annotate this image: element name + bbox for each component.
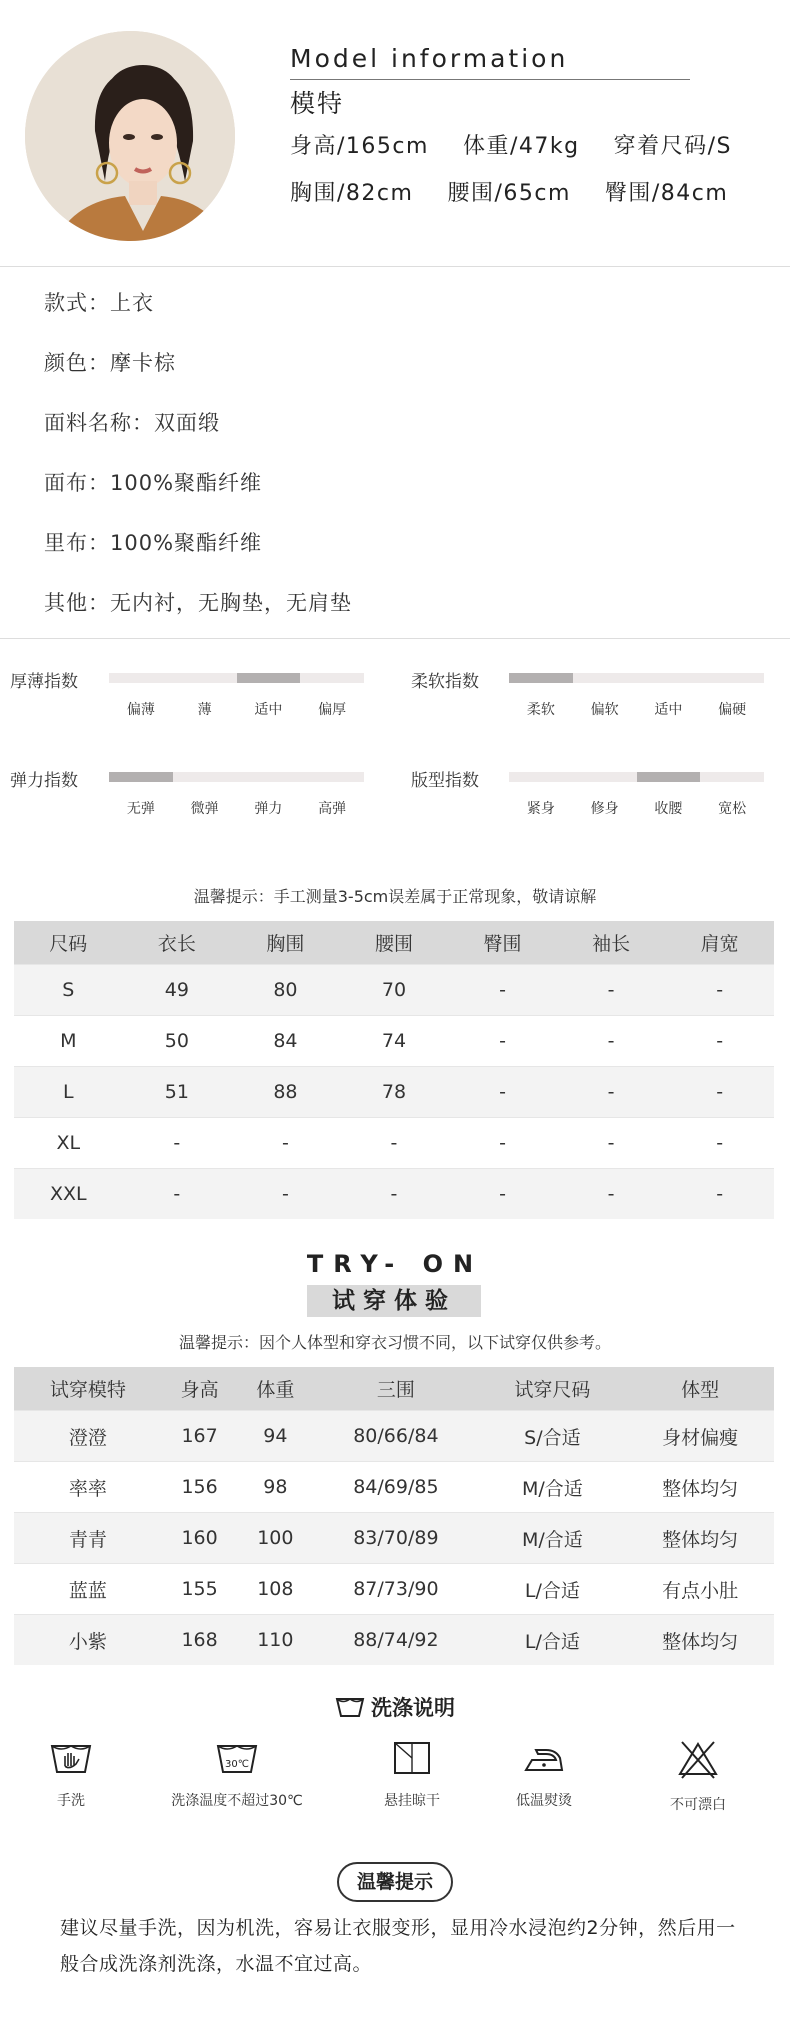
- tip-text: 建议尽量手洗，因为机洗，容易让衣服变形，显用冷水浸泡约2分钟，然后用一般合成洗涤剂洗涤，水温不宜过高。: [60, 1917, 736, 1975]
- model-weight: 体重/47kg: [462, 134, 580, 159]
- table-cell: S/合适: [479, 1411, 627, 1462]
- table-cell: L/合适: [479, 1615, 627, 1666]
- table-cell: M/合适: [479, 1462, 627, 1513]
- table-cell: -: [448, 1118, 557, 1169]
- index-label: 厚薄指数: [10, 672, 78, 692]
- table-cell: -: [448, 965, 557, 1016]
- table-cell: -: [665, 1067, 774, 1118]
- tryon-row: [14, 1411, 774, 1462]
- table-cell: -: [340, 1118, 449, 1169]
- index-tick-label: 适中: [254, 702, 283, 718]
- column-header: 腰围: [340, 921, 449, 965]
- index-bar-segment: [237, 772, 301, 782]
- index-label: 柔软指数: [411, 672, 479, 692]
- column-header: 身高: [162, 1367, 238, 1411]
- table-cell: 澄澄: [14, 1411, 162, 1462]
- model-stats-row-1: [290, 129, 732, 160]
- table-cell: 有点小肚: [626, 1564, 774, 1615]
- tryon-title-en: TRY- ON: [306, 1250, 484, 1278]
- index-bar-segment: [700, 772, 764, 782]
- index-tick-label: 收腰: [654, 801, 683, 817]
- table-cell: 110: [237, 1615, 313, 1666]
- index-level-marker: [109, 772, 173, 782]
- table-cell: 100: [237, 1513, 313, 1564]
- column-header: 衣长: [123, 921, 232, 965]
- table-cell: 88: [231, 1067, 340, 1118]
- index-label: 弹力指数: [10, 771, 78, 791]
- index-tick-label: 高弹: [318, 801, 347, 817]
- table-cell: 80/66/84: [313, 1411, 478, 1462]
- model-info-subtitle: 模特: [290, 89, 345, 118]
- index-bar-segment: [637, 673, 701, 683]
- index-tick-label: 弹力: [254, 801, 283, 817]
- attr-outer-fabric: 面布：100%聚酯纤维: [44, 471, 263, 495]
- table-cell: 整体均匀: [626, 1462, 774, 1513]
- size-row: [14, 965, 774, 1016]
- table-cell: 108: [237, 1564, 313, 1615]
- index-level-marker: [237, 673, 301, 683]
- column-header: 体型: [626, 1367, 774, 1411]
- attr-fabric-name: 面料名称：双面缎: [44, 411, 220, 435]
- tryon-title-cn: 试穿体验: [307, 1285, 481, 1317]
- table-cell: -: [123, 1169, 232, 1220]
- index-tick-label: 偏薄: [126, 702, 155, 718]
- index-elasticity: [10, 766, 78, 791]
- index-tick-label: 适中: [654, 702, 683, 718]
- divider: [0, 266, 790, 267]
- index-thickness: [10, 667, 78, 692]
- index-tick-label: 柔软: [526, 702, 555, 718]
- index-tick-label: 偏厚: [318, 702, 347, 718]
- index-tick-label: 微弹: [190, 801, 219, 817]
- table-cell: 率率: [14, 1462, 162, 1513]
- table-cell: 整体均匀: [626, 1513, 774, 1564]
- table-cell: 156: [162, 1462, 238, 1513]
- table-cell: L: [14, 1067, 123, 1118]
- table-cell: -: [665, 1169, 774, 1220]
- index-bar-segment: [173, 673, 237, 683]
- table-cell: 167: [162, 1411, 238, 1462]
- table-cell: 青青: [14, 1513, 162, 1564]
- attr-style: 款式：上衣: [44, 291, 154, 315]
- tryon-row: [14, 1615, 774, 1666]
- table-cell: 身材偏瘦: [626, 1411, 774, 1462]
- column-header: 臀围: [448, 921, 557, 965]
- index-level-marker: [637, 772, 701, 782]
- index-bar-segment: [109, 673, 173, 683]
- column-header: 试穿模特: [14, 1367, 162, 1411]
- table-cell: -: [665, 965, 774, 1016]
- size-note: 温馨提示：手工测量3-5cm误差属于正常现象，敬请谅解: [193, 887, 597, 906]
- table-cell: XXL: [14, 1169, 123, 1220]
- table-cell: 蓝蓝: [14, 1564, 162, 1615]
- model-stats-row-2: [290, 176, 762, 207]
- size-row: [14, 1016, 774, 1067]
- table-cell: -: [448, 1169, 557, 1220]
- index-tick-label: 宽松: [718, 801, 747, 817]
- model-bust: 胸围/82cm: [290, 181, 414, 206]
- table-cell: 84/69/85: [313, 1462, 478, 1513]
- table-cell: 168: [162, 1615, 238, 1666]
- wash-label: 手洗: [57, 1793, 85, 1809]
- index-fit-bar: [509, 772, 764, 782]
- table-cell: -: [557, 1016, 666, 1067]
- model-height: 身高/165cm: [290, 134, 429, 159]
- table-cell: 84: [231, 1016, 340, 1067]
- index-softness: [411, 667, 479, 692]
- wash-item-bleach: [619, 1740, 777, 1814]
- table-cell: M: [14, 1016, 123, 1067]
- index-bar-segment: [573, 772, 637, 782]
- index-tick-label: 薄: [197, 702, 212, 718]
- table-cell: M/合适: [479, 1513, 627, 1564]
- low-iron-icon: [465, 1740, 623, 1776]
- table-cell: 87/73/90: [313, 1564, 478, 1615]
- index-fit-ticks: [509, 798, 764, 818]
- index-level-marker: [509, 673, 573, 683]
- tryon-row: [14, 1564, 774, 1615]
- table-cell: 155: [162, 1564, 238, 1615]
- svg-text:30℃: 30℃: [225, 1759, 249, 1770]
- table-cell: L/合适: [479, 1564, 627, 1615]
- wash-item-hand: [0, 1740, 150, 1810]
- table-cell: S: [14, 965, 123, 1016]
- attr-lining: 里布：100%聚酯纤维: [44, 531, 263, 555]
- table-cell: 小紫: [14, 1615, 162, 1666]
- size-row: [14, 1067, 774, 1118]
- wash-label: 洗涤温度不超过30℃: [171, 1793, 303, 1809]
- divider: [0, 638, 790, 639]
- index-tick-label: 无弹: [126, 801, 155, 817]
- index-thickness-ticks: [109, 699, 364, 719]
- model-hip: 臀围/84cm: [604, 181, 729, 206]
- table-cell: 70: [340, 965, 449, 1016]
- table-cell: 94: [237, 1411, 313, 1462]
- size-row: [14, 1169, 774, 1220]
- tryon-table: [14, 1367, 774, 1665]
- table-cell: XL: [14, 1118, 123, 1169]
- hand-wash-icon: [0, 1740, 150, 1776]
- index-bar-segment: [573, 673, 637, 683]
- table-cell: -: [665, 1016, 774, 1067]
- column-header: 袖长: [557, 921, 666, 965]
- washtub-icon: [335, 1696, 365, 1723]
- column-header: 体重: [237, 1367, 313, 1411]
- model-info-title: Model information: [290, 44, 569, 73]
- table-cell: -: [557, 1118, 666, 1169]
- size-row: [14, 1118, 774, 1169]
- wash-title-text: 洗涤说明: [371, 1696, 455, 1720]
- index-softness-bar: [509, 673, 764, 683]
- wash-item-iron: [465, 1740, 623, 1810]
- title-underline: [290, 79, 690, 80]
- table-cell: -: [448, 1016, 557, 1067]
- index-tick-label: 修身: [590, 801, 619, 817]
- index-label: 版型指数: [411, 771, 479, 791]
- table-cell: -: [557, 1067, 666, 1118]
- table-cell: -: [231, 1118, 340, 1169]
- wash-label: 悬挂晾干: [384, 1793, 440, 1809]
- table-cell: 50: [123, 1016, 232, 1067]
- table-cell: -: [123, 1118, 232, 1169]
- index-bar-segment: [700, 673, 764, 683]
- wash-label: 低温熨烫: [516, 1793, 572, 1809]
- wash-title: [0, 1692, 790, 1723]
- table-cell: 88/74/92: [313, 1615, 478, 1666]
- table-cell: -: [557, 1169, 666, 1220]
- tryon-note: 温馨提示：因个人体型和穿衣习惯不同，以下试穿仅供参考。: [178, 1333, 611, 1352]
- index-softness-ticks: [509, 699, 764, 719]
- table-cell: 51: [123, 1067, 232, 1118]
- table-cell: 整体均匀: [626, 1615, 774, 1666]
- tryon-row: [14, 1513, 774, 1564]
- table-cell: -: [665, 1118, 774, 1169]
- attr-color: 颜色：摩卡棕: [44, 351, 176, 375]
- index-bar-segment: [300, 673, 364, 683]
- model-size: 穿着尺码/S: [613, 134, 732, 159]
- wash-30-icon: [159, 1740, 315, 1776]
- index-elasticity-ticks: [109, 798, 364, 818]
- tip-title: 温馨提示: [337, 1862, 453, 1902]
- tryon-table-header: [14, 1367, 774, 1411]
- size-table-header: [14, 921, 774, 965]
- table-cell: 83/70/89: [313, 1513, 478, 1564]
- index-fit: [411, 766, 479, 791]
- index-thickness-bar: [109, 673, 364, 683]
- attr-other: 其他：无内衬，无胸垫，无肩垫: [44, 591, 352, 615]
- table-cell: -: [557, 965, 666, 1016]
- index-tick-label: 偏硬: [718, 702, 747, 718]
- table-cell: 98: [237, 1462, 313, 1513]
- column-header: 尺码: [14, 921, 123, 965]
- table-cell: -: [340, 1169, 449, 1220]
- column-header: 肩宽: [665, 921, 774, 965]
- model-waist: 腰围/65cm: [447, 181, 571, 206]
- column-header: 胸围: [231, 921, 340, 965]
- tryon-row: [14, 1462, 774, 1513]
- column-header: 三围: [313, 1367, 478, 1411]
- wash-label: 不可漂白: [670, 1797, 726, 1813]
- table-cell: 78: [340, 1067, 449, 1118]
- index-tick-label: 紧身: [526, 801, 555, 817]
- index-tick-label: 偏软: [590, 702, 619, 718]
- no-bleach-icon: [619, 1740, 777, 1780]
- model-photo: [25, 31, 235, 241]
- index-bar-segment: [509, 772, 573, 782]
- table-cell: -: [231, 1169, 340, 1220]
- index-elasticity-bar: [109, 772, 364, 782]
- table-cell: 80: [231, 965, 340, 1016]
- table-cell: 74: [340, 1016, 449, 1067]
- column-header: 试穿尺码: [479, 1367, 627, 1411]
- index-bar-segment: [300, 772, 364, 782]
- wash-item-30: [159, 1740, 315, 1810]
- size-table: [14, 921, 774, 1219]
- index-bar-segment: [173, 772, 237, 782]
- table-cell: 160: [162, 1513, 238, 1564]
- table-cell: 49: [123, 965, 232, 1016]
- table-cell: -: [448, 1067, 557, 1118]
